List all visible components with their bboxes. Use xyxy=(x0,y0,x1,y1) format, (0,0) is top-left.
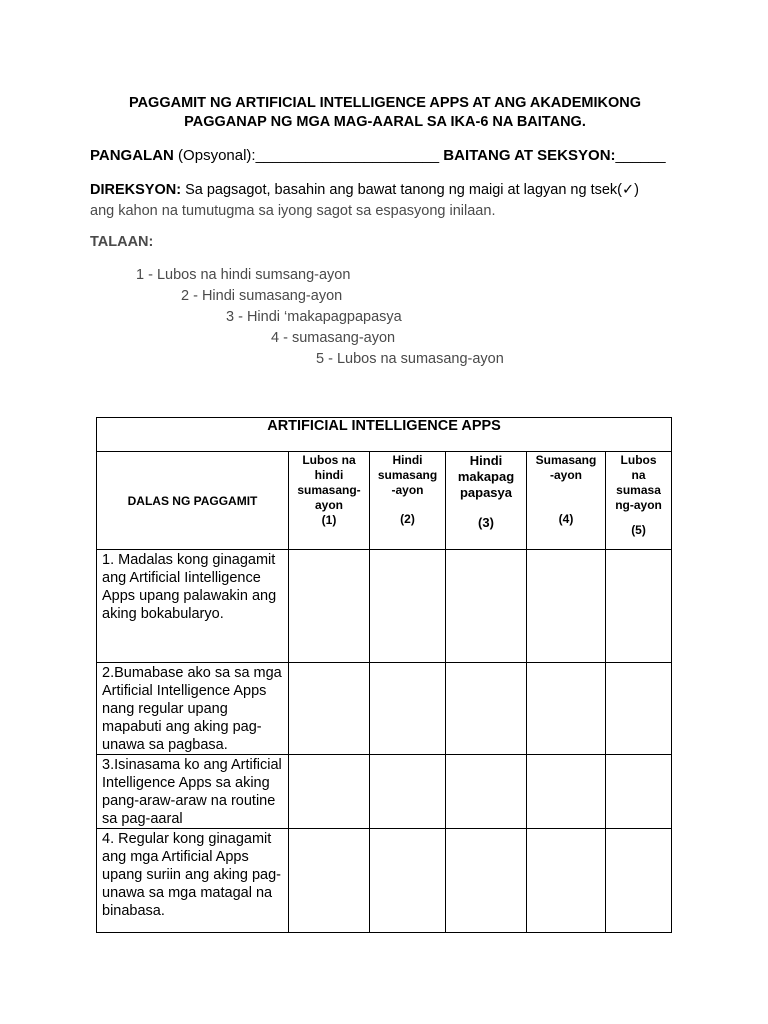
scale-item-1: 1 - Lubos na hindi sumsang-ayon xyxy=(136,267,351,283)
option-2-number: (2) xyxy=(400,512,415,526)
answer-box-q2-5[interactable] xyxy=(606,663,672,755)
table-row xyxy=(97,829,672,933)
option-4-line-1: Sumasang xyxy=(535,453,597,467)
question-3: 3.Isinasama ko ang Artificial Intelligence Apps sa aking pang-araw-araw na routine sa pag-aaral xyxy=(97,755,289,829)
option-1-line-4: ayon xyxy=(314,498,343,512)
option-2-line-2: sumasang xyxy=(377,468,438,482)
answer-box-q1-1[interactable] xyxy=(289,550,370,663)
answer-box-q4-5[interactable] xyxy=(606,829,672,933)
title-line-2: PAGGANAP NG MGA MAG-AARAL SA IKA-6 NA BAITANG. xyxy=(184,114,586,130)
direction-label: DIREKSYON: xyxy=(90,182,182,198)
table-title: ARTIFICIAL INTELLIGENCE APPS xyxy=(97,418,672,452)
direction-text-1: Sa pagsagot, basahin ang bawat tanong ng maigi at lagyan ng tsek(✓) xyxy=(181,182,639,198)
option-3-number: (3) xyxy=(478,515,494,530)
name-blank: (Opsyonal):______________________ xyxy=(173,147,444,164)
answer-box-q4-4[interactable] xyxy=(527,829,606,933)
option-2-line-3: -ayon xyxy=(391,483,424,497)
answer-box-q4-1[interactable] xyxy=(289,829,370,933)
answer-box-q4-3[interactable] xyxy=(446,829,527,933)
scale-item-2: 2 - Hindi sumasang-ayon xyxy=(181,288,343,304)
scale-item-3: 3 - Hindi ‘makapagpapasya xyxy=(226,309,402,325)
row-header-label: DALAS NG PAGGAMIT xyxy=(97,452,289,550)
option-3-line-1: Hindi xyxy=(469,453,503,468)
answer-box-q2-3[interactable] xyxy=(446,663,527,755)
scale-item-4: 4 - sumasang-ayon xyxy=(271,330,396,346)
option-2-line-1: Hindi xyxy=(392,453,423,467)
option-header-5 xyxy=(606,452,672,550)
option-5-line-1: Lubos xyxy=(620,453,657,467)
option-5-number: (5) xyxy=(631,523,646,537)
column-header-row xyxy=(97,452,672,550)
title-line-1: PAGGAMIT NG ARTIFICIAL INTELLIGENCE APPS AT ANG AKADEMIKONG xyxy=(128,95,642,111)
answer-box-q1-5[interactable] xyxy=(606,550,672,663)
option-header-3 xyxy=(446,452,527,550)
option-1-number: (1) xyxy=(321,513,337,527)
option-3-line-2: makapag xyxy=(457,469,515,484)
scale-item-5: 5 - Lubos na sumasang-ayon xyxy=(316,351,504,367)
answer-box-q2-4[interactable] xyxy=(527,663,606,755)
answer-box-q2-2[interactable] xyxy=(370,663,446,755)
option-5-line-2: na xyxy=(631,468,646,482)
answer-box-q1-2[interactable] xyxy=(370,550,446,663)
name-section-line xyxy=(90,147,666,164)
option-header-1 xyxy=(289,452,370,550)
option-1-line-2: hindi xyxy=(314,468,344,482)
table-row xyxy=(97,550,672,663)
document-title xyxy=(90,94,680,132)
direction-paragraph xyxy=(90,180,680,222)
answer-box-q1-3[interactable] xyxy=(446,550,527,663)
question-4: 4. Regular kong ginagamit ang mga Artificial Apps upang suriin ang aking pag-unawa sa mga matagal na binabasa. xyxy=(97,829,289,933)
option-4-number: (4) xyxy=(558,512,574,526)
question-2: 2.Bumabase ako sa sa mga Artificial Intelligence Apps nang regular upang mapabuti ang aking pag-unawa sa pagbasa. xyxy=(97,663,289,755)
option-header-2 xyxy=(370,452,446,550)
answer-box-q3-5[interactable] xyxy=(606,755,672,829)
name-label: PANGALAN xyxy=(90,147,174,164)
answer-box-q2-1[interactable] xyxy=(289,663,370,755)
answer-box-q4-2[interactable] xyxy=(370,829,446,933)
option-5-line-4: ng-ayon xyxy=(615,498,662,512)
survey-table xyxy=(96,417,672,933)
option-1-line-1: Lubos na xyxy=(302,453,356,467)
talaan-heading: TALAAN: xyxy=(90,234,154,250)
section-label: BAITANG AT SEKSYON: xyxy=(443,147,616,164)
option-4-line-2: -ayon xyxy=(549,468,582,482)
answer-box-q3-2[interactable] xyxy=(370,755,446,829)
answer-box-q3-4[interactable] xyxy=(527,755,606,829)
question-1: 1. Madalas kong ginagamit ang Artificial Iintelligence Apps upang palawakin ang aking bokabularyo. xyxy=(97,550,289,663)
option-3-line-3: papasya xyxy=(459,485,513,500)
answer-box-q1-4[interactable] xyxy=(527,550,606,663)
table-row xyxy=(97,755,672,829)
direction-text-2: ang kahon na tumutugma sa iyong sagot sa espasyong inilaan. xyxy=(90,203,496,219)
option-header-4 xyxy=(527,452,606,550)
section-blank: ______ xyxy=(615,147,666,164)
option-5-line-3: sumasa xyxy=(616,483,661,497)
table-row xyxy=(97,663,672,755)
option-1-line-3: sumasang- xyxy=(297,483,361,497)
answer-box-q3-1[interactable] xyxy=(289,755,370,829)
answer-box-q3-3[interactable] xyxy=(446,755,527,829)
